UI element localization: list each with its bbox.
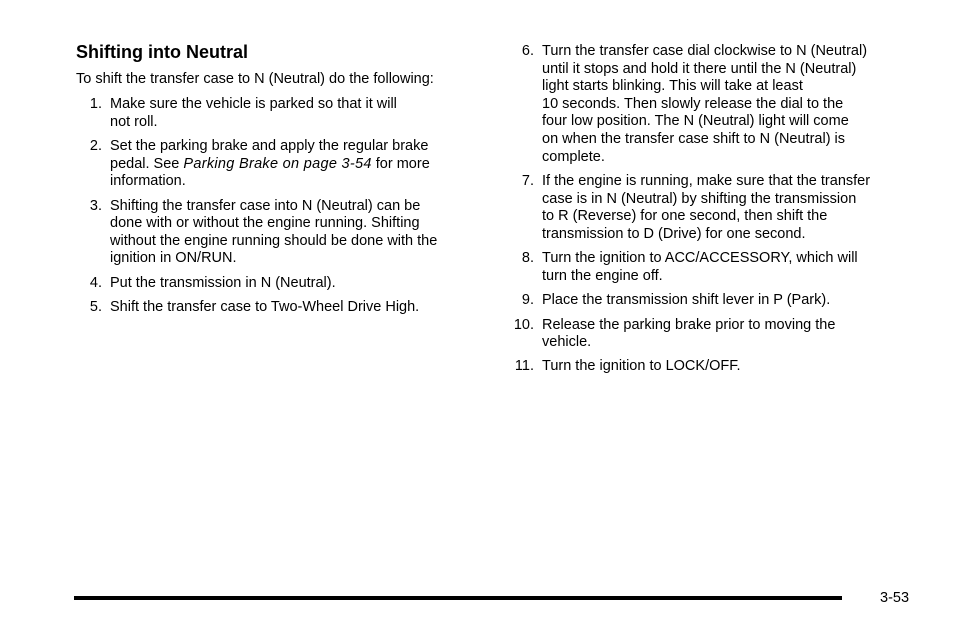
step-text: Turn the ignition to ACC/ACCESSORY, which will turn the engine off. bbox=[542, 250, 858, 284]
step-text: Put the transmission in N (Neutral). bbox=[110, 274, 336, 291]
step-item bbox=[508, 173, 918, 243]
footer-rule bbox=[74, 596, 842, 600]
step-item bbox=[508, 292, 918, 310]
step-item bbox=[76, 138, 486, 191]
step-number: 6. bbox=[521, 43, 534, 59]
cross-reference-link[interactable]: Parking Brake on page 3-54 bbox=[183, 155, 372, 172]
step-text: Release the parking brake prior to moving the vehicle. bbox=[542, 316, 836, 351]
step-number: 11. bbox=[514, 358, 534, 375]
step-text-after: for more information. bbox=[110, 155, 430, 190]
step-text bbox=[110, 138, 430, 189]
step-number: 9. bbox=[521, 292, 534, 309]
page-number: 3-53 bbox=[880, 590, 910, 606]
step-item bbox=[508, 317, 918, 352]
step-item bbox=[76, 275, 486, 293]
section-heading: Shifting into Neutral bbox=[76, 42, 248, 62]
step-item bbox=[76, 198, 486, 268]
steps-list-right bbox=[508, 43, 918, 383]
step-text: Turn the transfer case dial clockwise to N (Neutral) until it stops and hold it there until the N (Neutral) light starts blinking. This will take at least 10 seconds. Then slowly release the dial to the four low position. The N (Neutral) light will come on when the transfer case shift to N (Neutral) is complete. bbox=[542, 43, 868, 165]
step-item bbox=[508, 250, 918, 285]
step-number: 5. bbox=[89, 299, 102, 316]
step-number: 8. bbox=[521, 250, 534, 267]
step-item bbox=[76, 96, 486, 131]
step-text-before: Set the parking brake and apply the regular brake pedal. See bbox=[110, 137, 429, 172]
step-text: If the engine is running, make sure that the transfer case is in N (Neutral) by shifting the transmission to R (Reverse) for one second, then shift the transmission to D (Drive) for one second. bbox=[542, 172, 871, 242]
step-item bbox=[508, 358, 918, 376]
intro-text: To shift the transfer case to N (Neutral) do the following: bbox=[76, 71, 434, 87]
step-number: 7. bbox=[521, 172, 534, 189]
step-text: Place the transmission shift lever in P (Park). bbox=[542, 292, 831, 309]
step-number: 2. bbox=[89, 137, 102, 154]
step-text: Shift the transfer case to Two-Wheel Drive High. bbox=[110, 299, 420, 316]
step-text: Make sure the vehicle is parked so that it will not roll. bbox=[110, 96, 397, 130]
step-number: 4. bbox=[89, 274, 102, 291]
step-item bbox=[76, 299, 486, 317]
step-number: 10. bbox=[513, 316, 534, 333]
step-text: Shifting the transfer case into N (Neutral) can be done with or without the engine running. Shifting without the engine running should be done with the ignition in ON/RUN. bbox=[110, 197, 438, 267]
steps-list-left bbox=[76, 96, 486, 324]
step-number: 3. bbox=[89, 197, 102, 214]
step-text: Turn the ignition to LOCK/OFF. bbox=[542, 358, 741, 375]
step-item bbox=[508, 43, 918, 166]
step-number: 1. bbox=[89, 96, 102, 112]
